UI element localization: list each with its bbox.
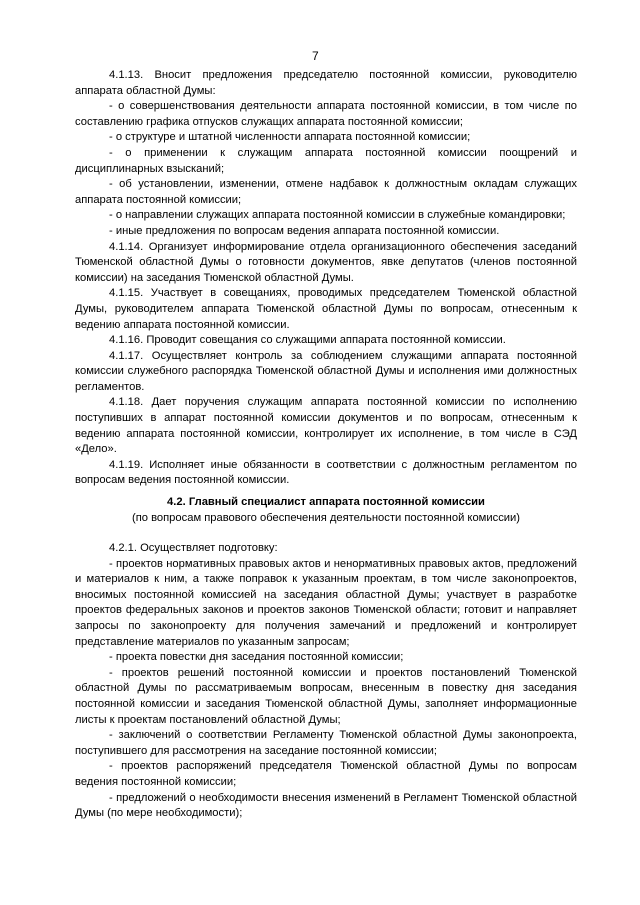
section-4-2-heading [75,495,577,526]
list-item: - иные предложения по вопросам ведения аппарата постоянной комиссии. [109,224,500,237]
section-title: 4.2. Главный специалист аппарата постоянной комиссии [167,496,485,508]
list-item: - об установлении, изменении, отмене надбавок к должностным окладам служащих аппарата постоянной комиссии; [75,178,577,206]
list-item: - проектов нормативных правовых актов и ненормативных правовых актов, предложений и материалов к ним, а также поправок к указанным проектам, в том числе законопроектов, вносимых постоянной комиссией на заседания областной Думы; участвует в разработке проектов федеральных законов и проектов законов Тюменской области; готовит и направляет запросы по законопроекту для получения замечаний и предложений и контролирует представление материалов по указанным запросам; [75,557,577,648]
paragraph-4-1-18: 4.1.18. Дает поручения служащим аппарата постоянной комиссии по исполнению поступивших в аппарат постоянной комиссии документов и по вопросам, отнесенным к ведению аппарата постоянной комиссии, контролирует их исполнение, в том числе в СЭД «Дело». [75,396,577,456]
paragraph-4-1-19: 4.1.19. Исполняет иные обязанности в соответствии с должностным регламентом по вопросам ведения постоянной комиссии. [75,458,577,487]
list-item: - о структуре и штатной численности аппарата постоянной комиссии; [109,131,471,144]
paragraph-4-1-14: 4.1.14. Организует информирование отдела организационного обеспечения заседаний Тюменской областной Думы о готовности документов, явке депутатов (членов постоянной комиссии) на заседания Тюменской областной Думы. [75,240,577,284]
section-4-1-continued [75,68,577,489]
list-item: - предложений о необходимости внесения изменений в Регламент Тюменской областной Думы (по мере необходимости); [75,791,577,820]
paragraph-4-2-1: 4.2.1. Осуществляет подготовку: [109,542,278,554]
section-4-2-body [75,541,577,822]
list-item: - о направлении служащих аппарата постоянной комиссии в служебные командировки; [109,209,566,222]
list-item: - проекта повестки дня заседания постоянной комиссии; [109,651,404,664]
page-number: 7 [312,49,319,63]
section-subtitle: (по вопросам правового обеспечения деятельности постоянной комиссии) [131,511,521,524]
list-item: - проектов решений постоянной комиссии и проектов постановлений Тюменской областной Думы по рассматриваемым вопросам, внесенным в повестку дня заседания постоянной комиссии и заседания Тюменской областной Думы, заполняет информационные листы к проектам постановлений областной Думы; [75,666,577,726]
list-item: - о применении к служащим аппарата постоянной комиссии поощрений и дисциплинарных взысканий; [75,146,577,175]
paragraph-4-1-13: 4.1.13. Вносит предложения председателю постоянной комиссии, руководителю аппарата областной Думы: [75,69,577,97]
list-item: - проектов распоряжений председателя Тюменской областной Думы по вопросам ведения постоянной комиссии; [75,760,577,788]
list-item: - о совершенствования деятельности аппарата постоянной комиссии, в том числе по составлению графика отпусков служащих аппарата постоянной комиссии; [75,100,577,128]
paragraph-4-1-16: 4.1.16. Проводит совещания со служащими аппарата постоянной комиссии. [109,334,506,347]
paragraph-4-1-17: 4.1.17. Осуществляет контроль за соблюдением служащими аппарата постоянной комиссии служебного распорядка Тюменской областной Думы и исполнения ими должностных регламентов. [75,349,577,393]
paragraph-4-1-15: 4.1.15. Участвует в совещаниях, проводимых председателем Тюменской областной Думы, руководителем аппарата Тюменской областной Думы по вопросам, отнесенным к ведению аппарата постоянной комиссии. [75,287,577,331]
list-item: - заключений о соответствии Регламенту Тюменской областной Думы законопроекта, поступившего для рассмотрения на заседание постоянной комиссии; [75,729,577,757]
